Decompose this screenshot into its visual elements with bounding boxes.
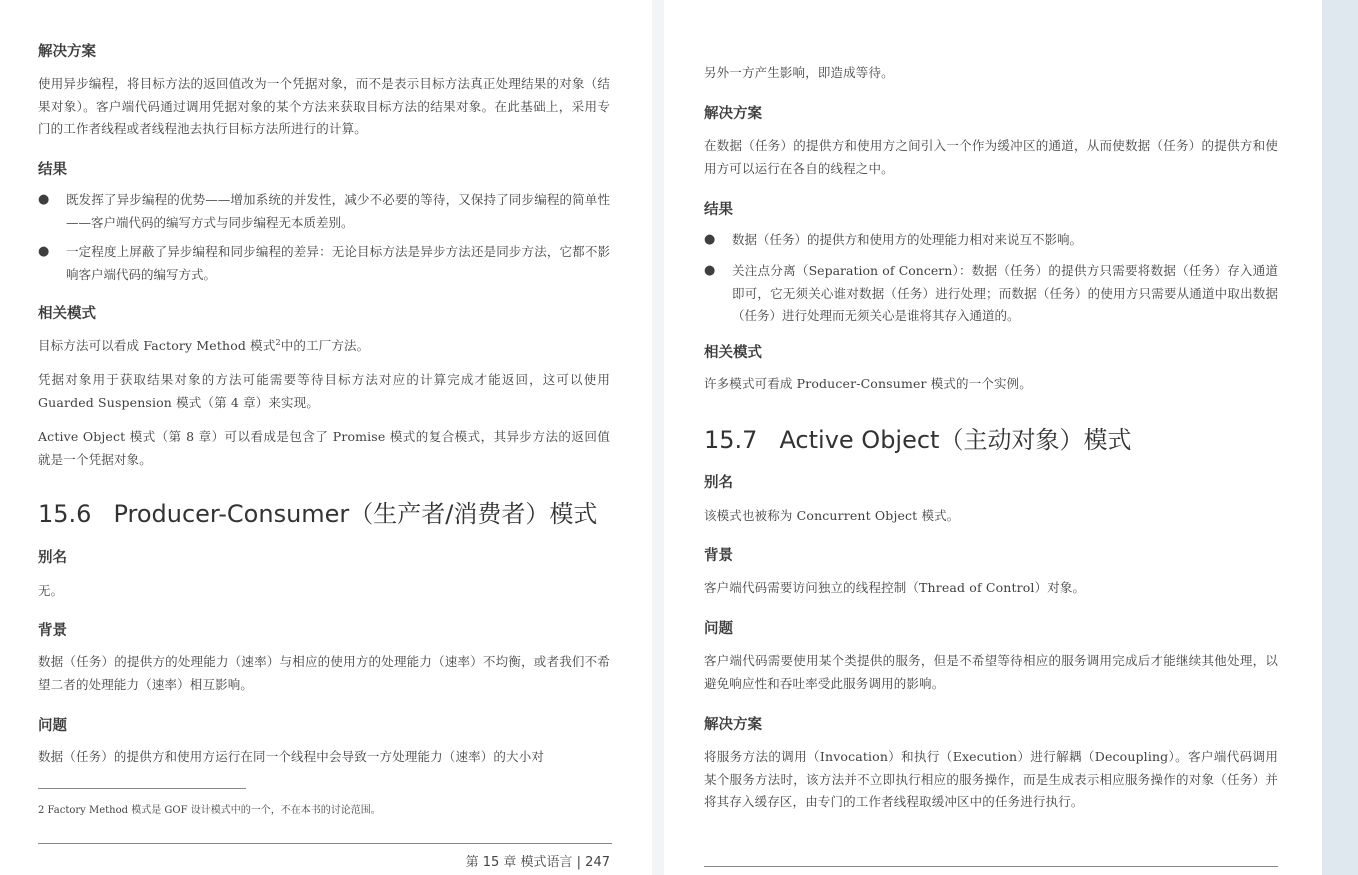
footnote: 2 Factory Method 模式是 GOF 设计模式中的一个，不在本书的讨论范围。 (38, 805, 381, 816)
section-number: 15.6 (38, 500, 92, 528)
alias-heading: 别名 (704, 475, 733, 491)
page-footer-divider (38, 843, 612, 844)
section-title: Active Object（主动对象）模式 (779, 426, 1132, 454)
background-text: 数据（任务）的提供方的处理能力（速率）与相应的使用方的处理能力（速率）不均衡，或者我们不希望二者的处理能力（速率）相互影响。 (38, 654, 610, 692)
solution-heading-2: 解决方案 (704, 717, 762, 733)
section-number: 15.7 (704, 426, 758, 454)
right-page: 另外一方产生影响，即造成等待。 解决方案 在数据（任务）的提供方和使用方之间引入一个作为缓冲区的通道，从而使数据（任务）的提供方和使用方可以运行在各自的线程之中。 结果 ● 数据（任务）的提供方和使用方的处理能力相对来说互不影响。 ● 关注点分离（Separation of Concern）：数据（任务）的提供方只需要将数据（任务）存入通道即可，它无须关心谁对数据（任务）进行处理；而数据（任务）的使用方只需要从通道中取出数据（任务）进行处理而无须关心是谁将其存入通道的。 相关模式 许多模式可看成 Producer-Consumer 模式的一个实例。 15.7 Active Object（主动对象）模式 别名 该模式也被称为 Concurrent Object 模式。 背景 客户端代码需要访问独立的线程控制（Thread of Control）对象。 问题 客户端代码需要使用某个类提供的服务，但是不希望等待相应的服务调用完成后才能继续其他处理，以避免响应性和吞吐率受此服务调用的影响。 解决方案 将服务方法的调用（Invocation）和执行（Execution）进行解耦（Decoupling）。客户端代码调用某个服务方法时，该方法并不立即执行相应的服务操作，而是生成表示相应服务操作的对象（任务）并将其存入缓存区，由专门的工作者线程取缓冲区中的任务进行执行。 (664, 0, 1322, 875)
solution-paragraph-2: 将服务方法的调用（Invocation）和执行（Execution）进行解耦（Decoupling）。客户端代码调用某个服务方法时，该方法并不立即执行相应的服务操作，而是生成表示相应服务操作的对象（任务）并将其存入缓存区，由专门的工作者线程取缓冲区中的任务进行执行。 (704, 749, 1278, 809)
viewer-side-rail[interactable] (1322, 0, 1358, 875)
section-title: Producer-Consumer（生产者/消费者）模式 (113, 500, 598, 528)
related-paragraph-1: 目标方法可以看成 Factory Method 模式$^2$中的工厂方法。 (38, 337, 370, 353)
problem-text: 客户端代码需要使用某个类提供的服务，但是不希望等待相应的服务调用完成后才能继续其他处理，以避免响应性和吞吐率受此服务调用的影响。 (704, 653, 1278, 691)
alias-text: 该模式也被称为 Concurrent Object 模式。 (704, 508, 960, 523)
alias-text: 无。 (38, 583, 64, 598)
footnote-ref[interactable]: 2 (275, 337, 281, 347)
solution-heading: 解决方案 (704, 106, 762, 122)
results-heading: 结果 (38, 162, 67, 178)
results-heading: 结果 (704, 202, 733, 218)
footnote-divider (38, 788, 246, 789)
related-patterns-heading: 相关模式 (38, 306, 96, 322)
solution-paragraph: 使用异步编程，将目标方法的返回值改为一个凭据对象，而不是表示目标方法真正处理结果的对象（结果对象）。客户端代码通过调用凭据对象的某个方法来获取目标方法的结果对象。在此基础上，采用专门的工作者线程或者线程池去执行目标方法所进行的计算。 (38, 76, 610, 136)
related-text: 许多模式可看成 Producer-Consumer 模式的一个实例。 (704, 376, 1032, 391)
page-gutter (652, 0, 664, 875)
related-paragraph-2: 凭据对象用于获取结果对象的方法可能需要等待目标方法对应的计算完成才能返回，这可以使用 Guarded Suspension 模式（第 4 章）来实现。 (38, 372, 610, 410)
background-heading: 背景 (38, 623, 67, 639)
background-heading: 背景 (704, 548, 733, 564)
solution-heading: 解决方案 (38, 44, 96, 60)
related-paragraph-3: Active Object 模式（第 8 章）可以看成是包含了 Promise 模式的复合模式，其异步方法的返回值就是一个凭据对象。 (38, 429, 610, 467)
bullet-icon: ● (38, 244, 50, 259)
section-heading-15-6 (38, 494, 597, 529)
bullet-icon: ● (704, 263, 716, 278)
page-footer-divider (704, 866, 1278, 867)
page-footer: 第 15 章 模式语言 | 247 (465, 855, 610, 870)
alias-heading: 别名 (38, 550, 67, 566)
background-text: 客户端代码需要访问独立的线程控制（Thread of Control）对象。 (704, 580, 1086, 595)
problem-text: 数据（任务）的提供方和使用方运行在同一个线程中会导致一方处理能力（速率）的大小对 (38, 749, 545, 764)
related-patterns-heading: 相关模式 (704, 345, 762, 361)
solution-paragraph: 在数据（任务）的提供方和使用方之间引入一个作为缓冲区的通道，从而使数据（任务）的提供方和使用方可以运行在各自的线程之中。 (704, 138, 1278, 176)
section-heading-15-7 (704, 420, 1131, 455)
bullet-icon: ● (704, 232, 716, 247)
left-page: 解决方案 使用异步编程，将目标方法的返回值改为一个凭据对象，而不是表示目标方法真正处理结果的对象（结果对象）。客户端代码通过调用凭据对象的某个方法来获取目标方法的结果对象。在此基础上，采用专门的工作者线程或者线程池去执行目标方法所进行的计算。 结果 ● 既发挥了异步编程的优势——增加系统的并发性，减少不必要的等待，又保持了同步编程的简单性——客户端代码的编写方式与同步编程无本质差别。 ● 一定程度上屏蔽了异步编程和同步编程的差异：无论目标方法是异步方法还是同步方法，它都不影响客户端代码的编写方式。 相关模式 目标方法可以看成 Factory Method 模式$^2$中的工厂方法。 凭据对象用于获取结果对象的方法可能需要等待目标方法对应的计算完成才能返回，这可以使用 Guarded Suspension 模式（第 4 章）来实现。 Active Object 模式（第 8 章）可以看成是包含了 Promise 模式的复合模式，其异步方法的返回值就是一个凭据对象。 15.6 Producer-Consumer（生产者/消费者）模式 别名 无。 背景 数据（任务）的提供方的处理能力（速率）与相应的使用方的处理能力（速率）不均衡，或者我们不希望二者的处理能力（速率）相互影响。 问题 数据（任务）的提供方和使用方运行在同一个线程中会导致一方处理能力（速率）的大小对 2 Factory Method 模式是 GOF 设计模式中的一个，不在本书的讨论范围。 第 15 章 模式语言 | 247 (0, 0, 652, 875)
bullet-icon: ● (38, 192, 50, 207)
problem-heading: 问题 (704, 621, 733, 637)
continued-text: 另外一方产生影响，即造成等待。 (704, 65, 894, 80)
problem-heading: 问题 (38, 718, 67, 734)
